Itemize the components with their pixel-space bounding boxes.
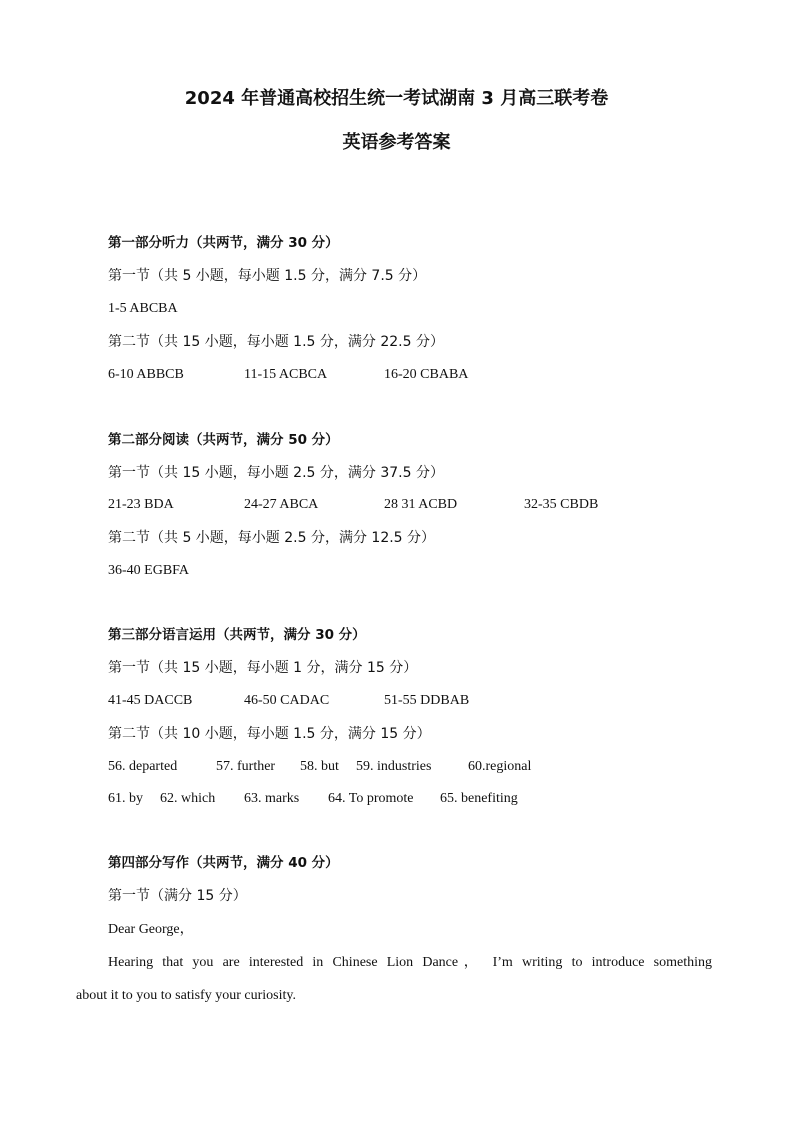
part1-section2-heading: 第二节（共 15 小题，每小题 1.5 分，满分 22.5 分）	[108, 334, 444, 350]
part1-section1-heading: 第一节（共 5 小题，每小题 1.5 分，满分 7.5 分）	[108, 268, 427, 284]
blank-answer: 60.regional	[468, 759, 532, 774]
letter-salutation: Dear George，	[108, 922, 194, 937]
part1-heading: 第一部分听力（共两节，满分 30 分）	[108, 235, 339, 251]
answer-group: 21-23 BDA	[108, 497, 174, 512]
answer-group: 11-15 ACBCA	[244, 367, 328, 382]
part4-heading: 第四部分写作（共两节，满分 40 分）	[108, 855, 339, 871]
answer-group: 28 31 ACBD	[384, 497, 458, 512]
answer-group: 24-27 ABCA	[244, 497, 319, 512]
blank-answer: 61. by	[108, 791, 143, 806]
answer-group: 1-5 ABCBA	[108, 301, 178, 316]
answer-group: 16-20 CBABA	[384, 367, 469, 382]
answer-group: 51-55 DDBAB	[384, 693, 470, 708]
answer-group: 41-45 DACCB	[108, 693, 193, 708]
page-subtitle: 英语参考答案	[342, 132, 451, 153]
answer-group: 32-35 CBDB	[524, 497, 599, 512]
part2-section1-heading: 第一节（共 15 小题，每小题 2.5 分，满分 37.5 分）	[108, 465, 444, 481]
part2-heading: 第二部分阅读（共两节，满分 50 分）	[108, 432, 339, 448]
letter-paragraph-line: Hearing that you are interested in Chinese Lion Dance， I’m writing to introduce something	[108, 955, 712, 970]
blank-answer: 57. further	[216, 759, 276, 774]
part3-section1-heading: 第一节（共 15 小题，每小题 1 分，满分 15 分）	[108, 660, 418, 676]
letter-paragraph	[76, 946, 712, 1012]
blank-answer: 59. industries	[356, 759, 432, 774]
answer-group: 46-50 CADAC	[244, 693, 330, 708]
page-title: 2024 年普通高校招生统一考试湖南 3 月高三联考卷	[184, 88, 609, 109]
part4-section1-heading: 第一节（满分 15 分）	[108, 888, 247, 904]
answer-group: 36-40 EGBFA	[108, 563, 190, 578]
blank-answer: 64. To promote	[328, 791, 414, 806]
part3-heading: 第三部分语言运用（共两节，满分 30 分）	[108, 627, 366, 643]
part2-section2-heading: 第二节（共 5 小题，每小题 2.5 分，满分 12.5 分）	[108, 530, 436, 546]
blank-answer: 62. which	[160, 791, 216, 806]
letter-paragraph-line: about it to you to satisfy your curiosity.	[76, 988, 296, 1003]
blank-answer: 65. benefiting	[440, 791, 518, 806]
part3-section2-heading: 第二节（共 10 小题，每小题 1.5 分，满分 15 分）	[108, 726, 431, 742]
blank-answer: 58. but	[300, 759, 339, 774]
blank-answer: 63. marks	[244, 791, 300, 806]
blank-answer: 56. departed	[108, 759, 178, 774]
answer-group: 6-10 ABBCB	[108, 367, 184, 382]
